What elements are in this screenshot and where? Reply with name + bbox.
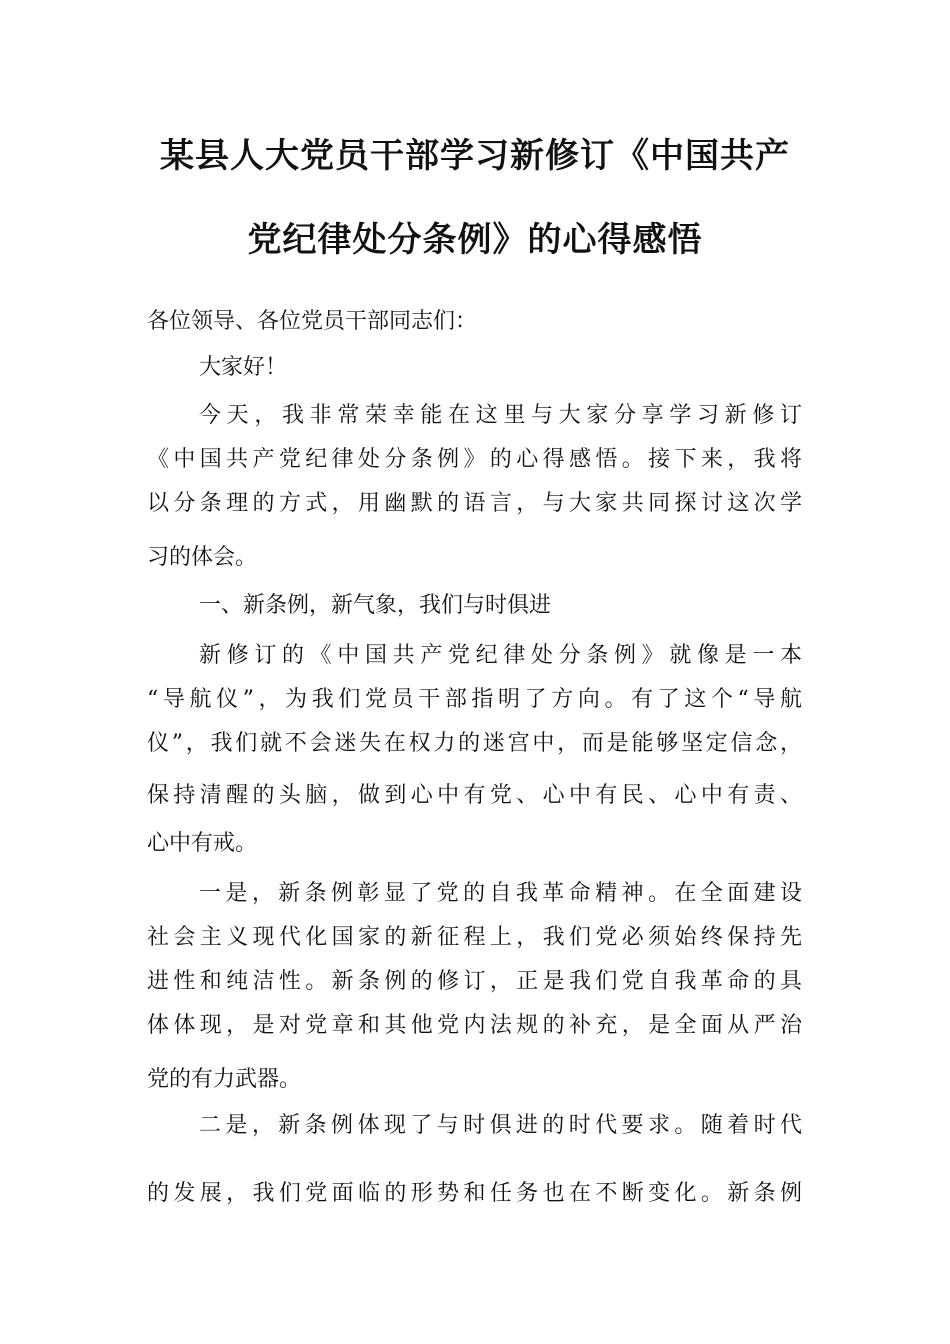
paragraph-line: 党的有力武器。 [147, 1067, 302, 1092]
paragraph-line: 心中有戒。 [147, 831, 258, 856]
section-heading: 一、新条例，新气象，我们与时俱进 [199, 593, 552, 618]
document-title-line-2: 党纪律处分条例》的心得感悟 [247, 220, 703, 260]
paragraph-line: 《中国共产党纪律处分条例》的心得感悟。接下来，我将 [147, 447, 802, 472]
paragraph-line: 习的体会。 [147, 545, 258, 570]
paragraph-line: 仪”，我们就不会迷失在权力的迷宫中，而是能够坚定信念， [147, 731, 802, 756]
paragraph-line: 社会主义现代化国家的新征程上，我们党必须始终保持先 [147, 925, 802, 950]
paragraph-line: 保持清醒的头脑，做到心中有党、心中有民、心中有责、 [147, 783, 802, 808]
document-title-line-1: 某县人大党员干部学习新修订《中国共产 [160, 136, 790, 176]
paragraph-line: 今天，我非常荣幸能在这里与大家分享学习新修订 [199, 403, 802, 428]
paragraph-line: 体体现，是对党章和其他党内法规的补充，是全面从严治 [147, 1013, 802, 1038]
paragraph-line: 二是，新条例体现了与时俱进的时代要求。随着时代 [199, 1113, 802, 1138]
paragraph-line: 一是，新条例彰显了党的自我革命精神。在全面建设 [199, 881, 802, 906]
paragraph-line: 以分条理的方式，用幽默的语言，与大家共同探讨这次学 [147, 491, 802, 516]
greeting: 大家好！ [199, 355, 288, 380]
paragraph-line: “导航仪”，为我们党员干部指明了方向。有了这个“导航 [147, 687, 802, 712]
paragraph-line: 进性和纯洁性。新条例的修订，正是我们党自我革命的具 [147, 969, 802, 994]
paragraph-line: 的发展，我们党面临的形势和任务也在不断变化。新条例 [147, 1181, 802, 1206]
salutation: 各位领导、各位党员干部同志们： [147, 309, 478, 334]
paragraph-line: 新修订的《中国共产党纪律处分条例》就像是一本 [199, 643, 802, 668]
